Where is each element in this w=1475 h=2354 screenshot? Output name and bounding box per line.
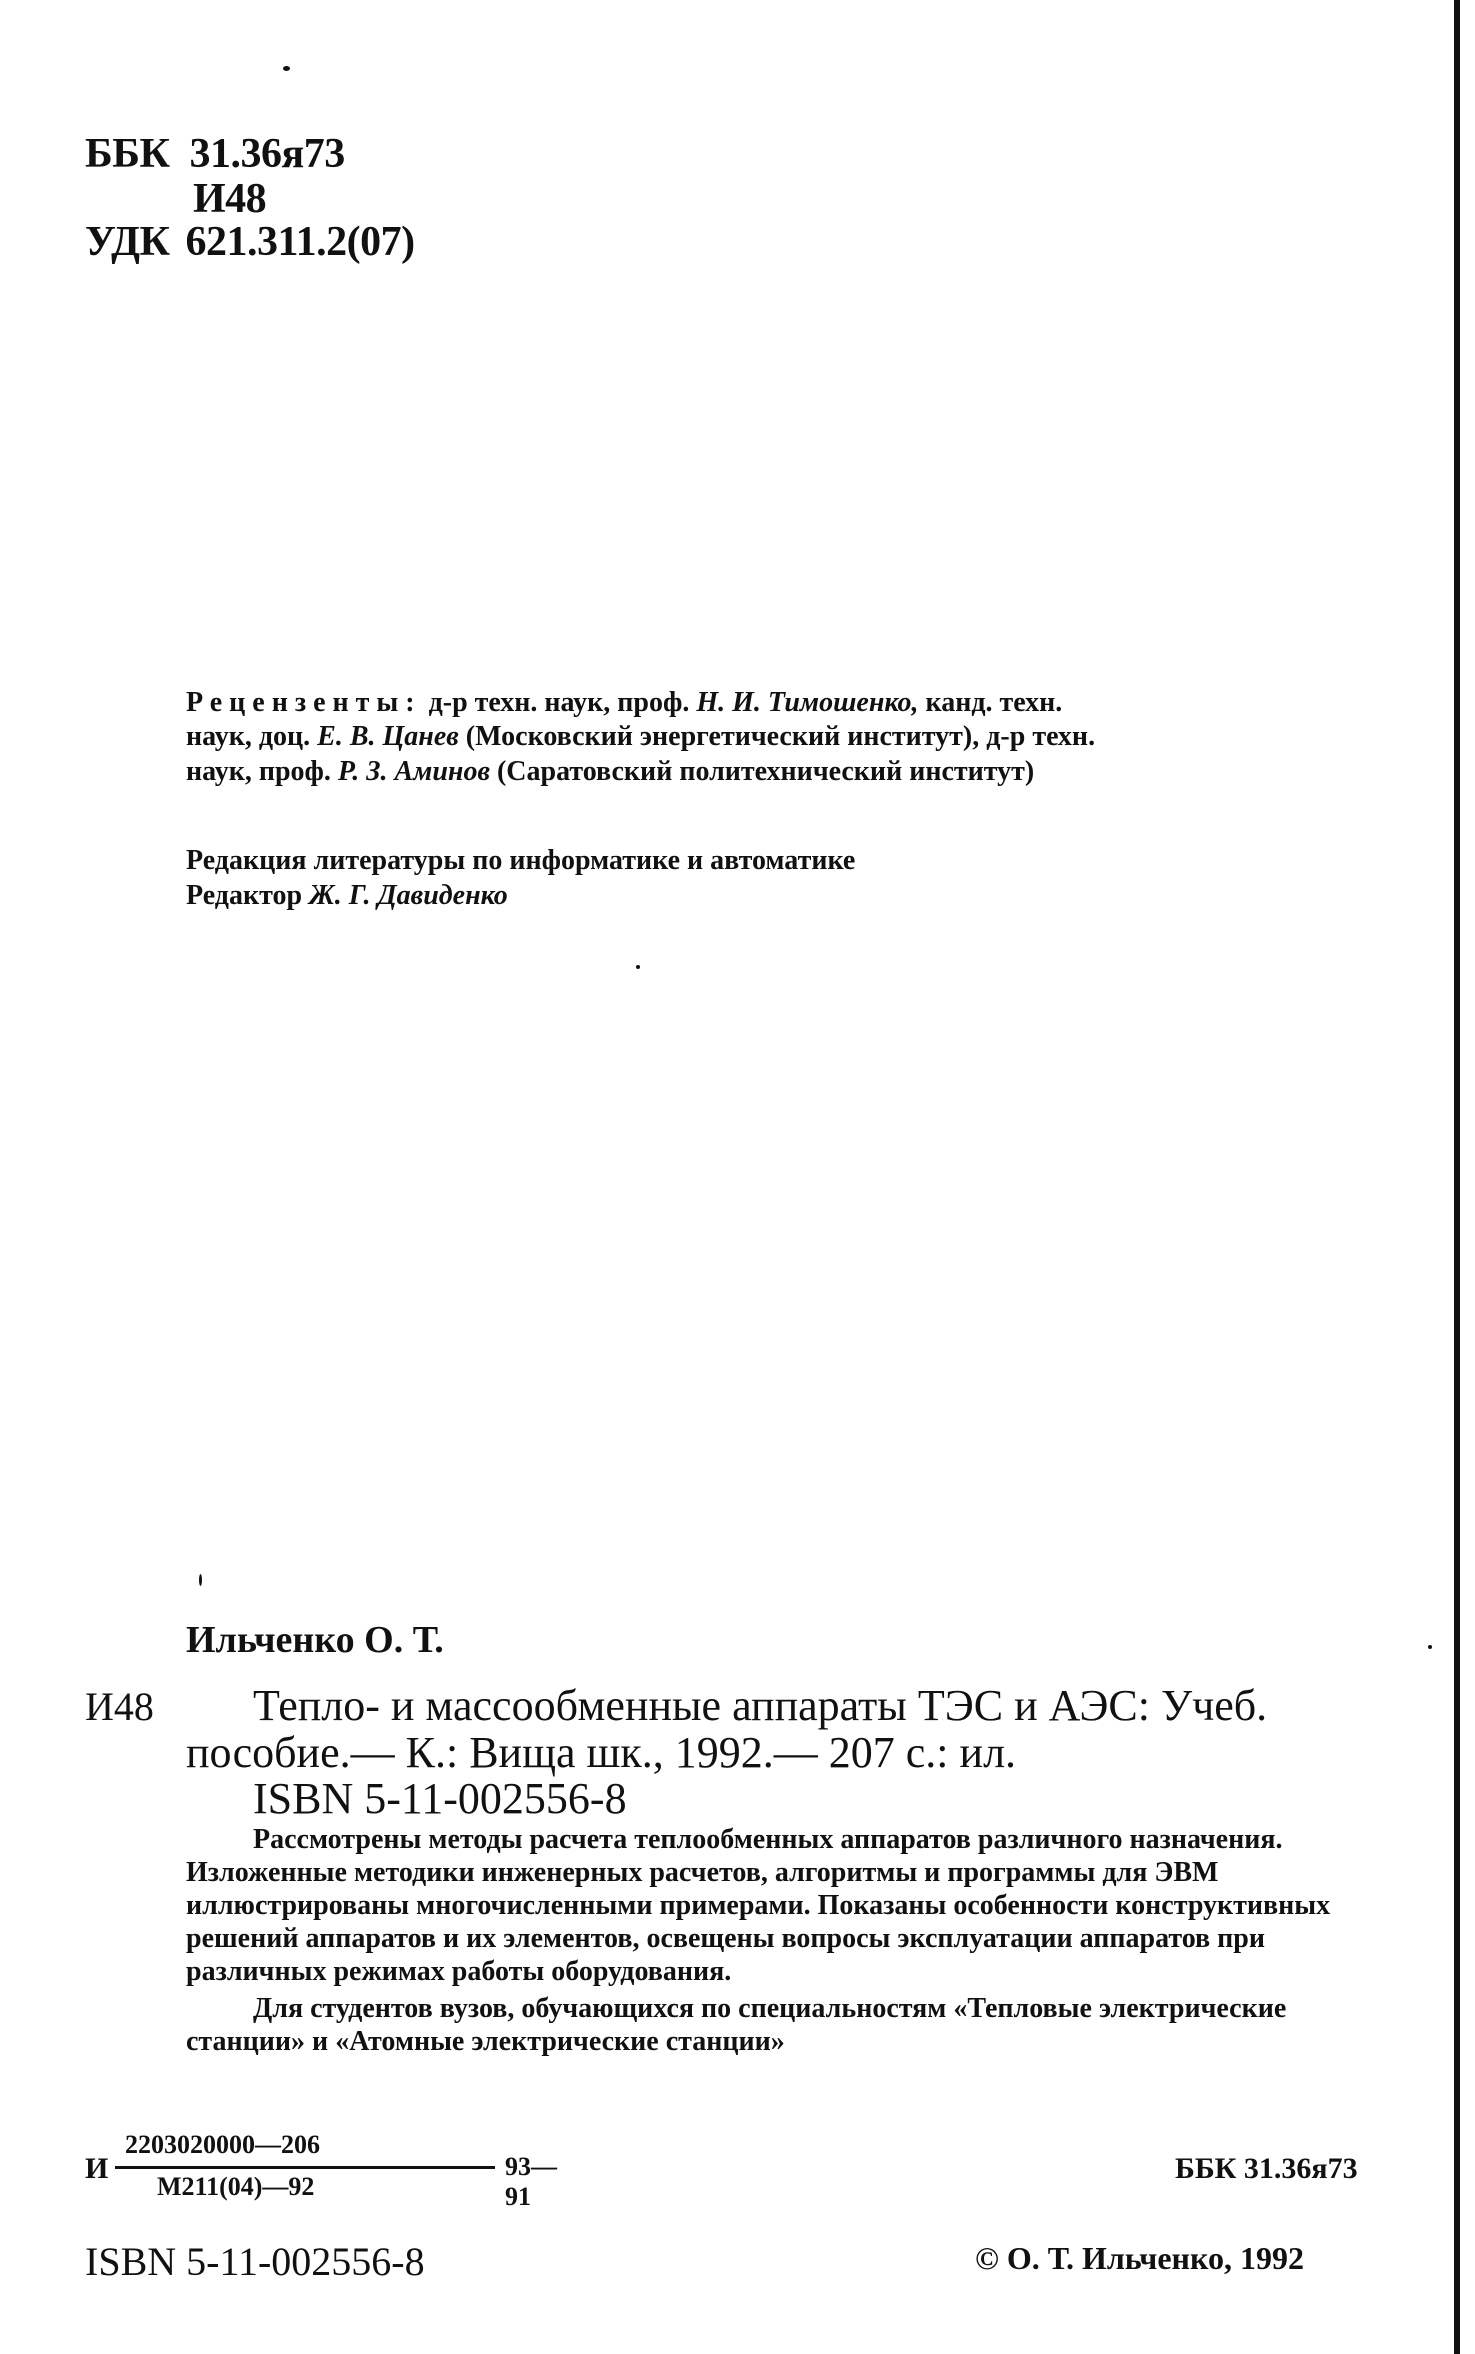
reviewer-name-2: Е. В. Цанев: [317, 721, 459, 752]
card-abstract-2: Для студентов вузов, обучающихся по специальностям «Тепловые электрические станции» и «Атомные электрические станции»: [186, 1993, 1287, 2057]
udk-line: [85, 218, 415, 266]
editorial-office: Редакция литературы по информатике и автоматике: [186, 845, 856, 876]
footer-isbn: ISBN 5-11-002556-8: [85, 2239, 425, 2284]
imprint-numerator: 2203020000—206: [125, 2130, 320, 2159]
imprint-denominator: М211(04)—92: [157, 2172, 315, 2201]
imprint-bbk: ББК 31.36я73: [1175, 2152, 1358, 2185]
card-code: И48: [85, 1684, 154, 1729]
reviewers-line-2-text: наук, доц.: [186, 721, 311, 752]
bbk-line: [85, 130, 345, 178]
imprint-tail: 93—91: [505, 2152, 557, 2211]
card-abstract-1: Рассмотрены методы расчета теплообменных аппаратов различного назначения. Изложенные методики инженерных расчетов, алгоритмы и программы для ЭВМ иллюстрированы многочисленными примерами. Показаны особенности конструктивных решений аппаратов и их элементов, освещены вопросы эксплуатации аппаратов при различных режимах работы оборудования.: [186, 1824, 1331, 1987]
scan-speck: [1428, 1645, 1432, 1649]
reviewers-line-2: [186, 720, 1095, 754]
editor-label: Редактор: [186, 880, 303, 911]
reviewers-line-1: [186, 686, 1062, 720]
page-edge: [1454, 0, 1460, 2354]
reviewers-line-1-text: д-р техн. наук, проф.: [428, 687, 690, 718]
udk-label: УДК: [85, 219, 170, 265]
imprint-code: [85, 2130, 565, 2210]
card-author: Ильченко О. Т.: [186, 1619, 444, 1661]
bbk-label: ББК: [85, 131, 170, 177]
udk-value: 621.311.2(07): [185, 219, 415, 265]
scan-speck: [199, 1574, 202, 1586]
editor-line: [186, 879, 508, 913]
scan-speck: [636, 965, 640, 969]
card-title-line-1: Тепло- и массообменные аппараты ТЭС и АЭС: Учеб.: [253, 1681, 1268, 1730]
card-title-line-2: пособие.— К.: Вища шк., 1992.— 207 с.: ил.: [186, 1728, 1017, 1777]
reviewers-line-3: [186, 755, 1034, 789]
scan-speck: [283, 66, 290, 71]
reviewers-line-2-tail: (Московский энергетический институт), д-р техн.: [465, 721, 1096, 752]
editor-name: Ж. Г. Давиденко: [309, 880, 508, 911]
reviewers-line-1-tail: канд. техн.: [925, 687, 1063, 718]
author-mark: И48: [193, 176, 267, 222]
bbk-value: 31.36я73: [189, 131, 345, 177]
footer-copyright: © О. Т. Ильченко, 1992: [975, 2240, 1304, 2276]
card-isbn: ISBN 5-11-002556-8: [253, 1774, 627, 1823]
imprint-prefix: И: [85, 2152, 109, 2185]
reviewer-name-1: Н. И. Тимошенко,: [696, 687, 919, 718]
reviewers-label: Рецензенты:: [186, 687, 422, 718]
reviewers-line-3-tail: (Саратовский политехнический институт): [496, 756, 1035, 787]
reviewers-line-3-text: наук, проф.: [186, 756, 331, 787]
reviewer-name-3: Р. З. Аминов: [337, 756, 490, 787]
fraction-bar: [115, 2166, 495, 2169]
